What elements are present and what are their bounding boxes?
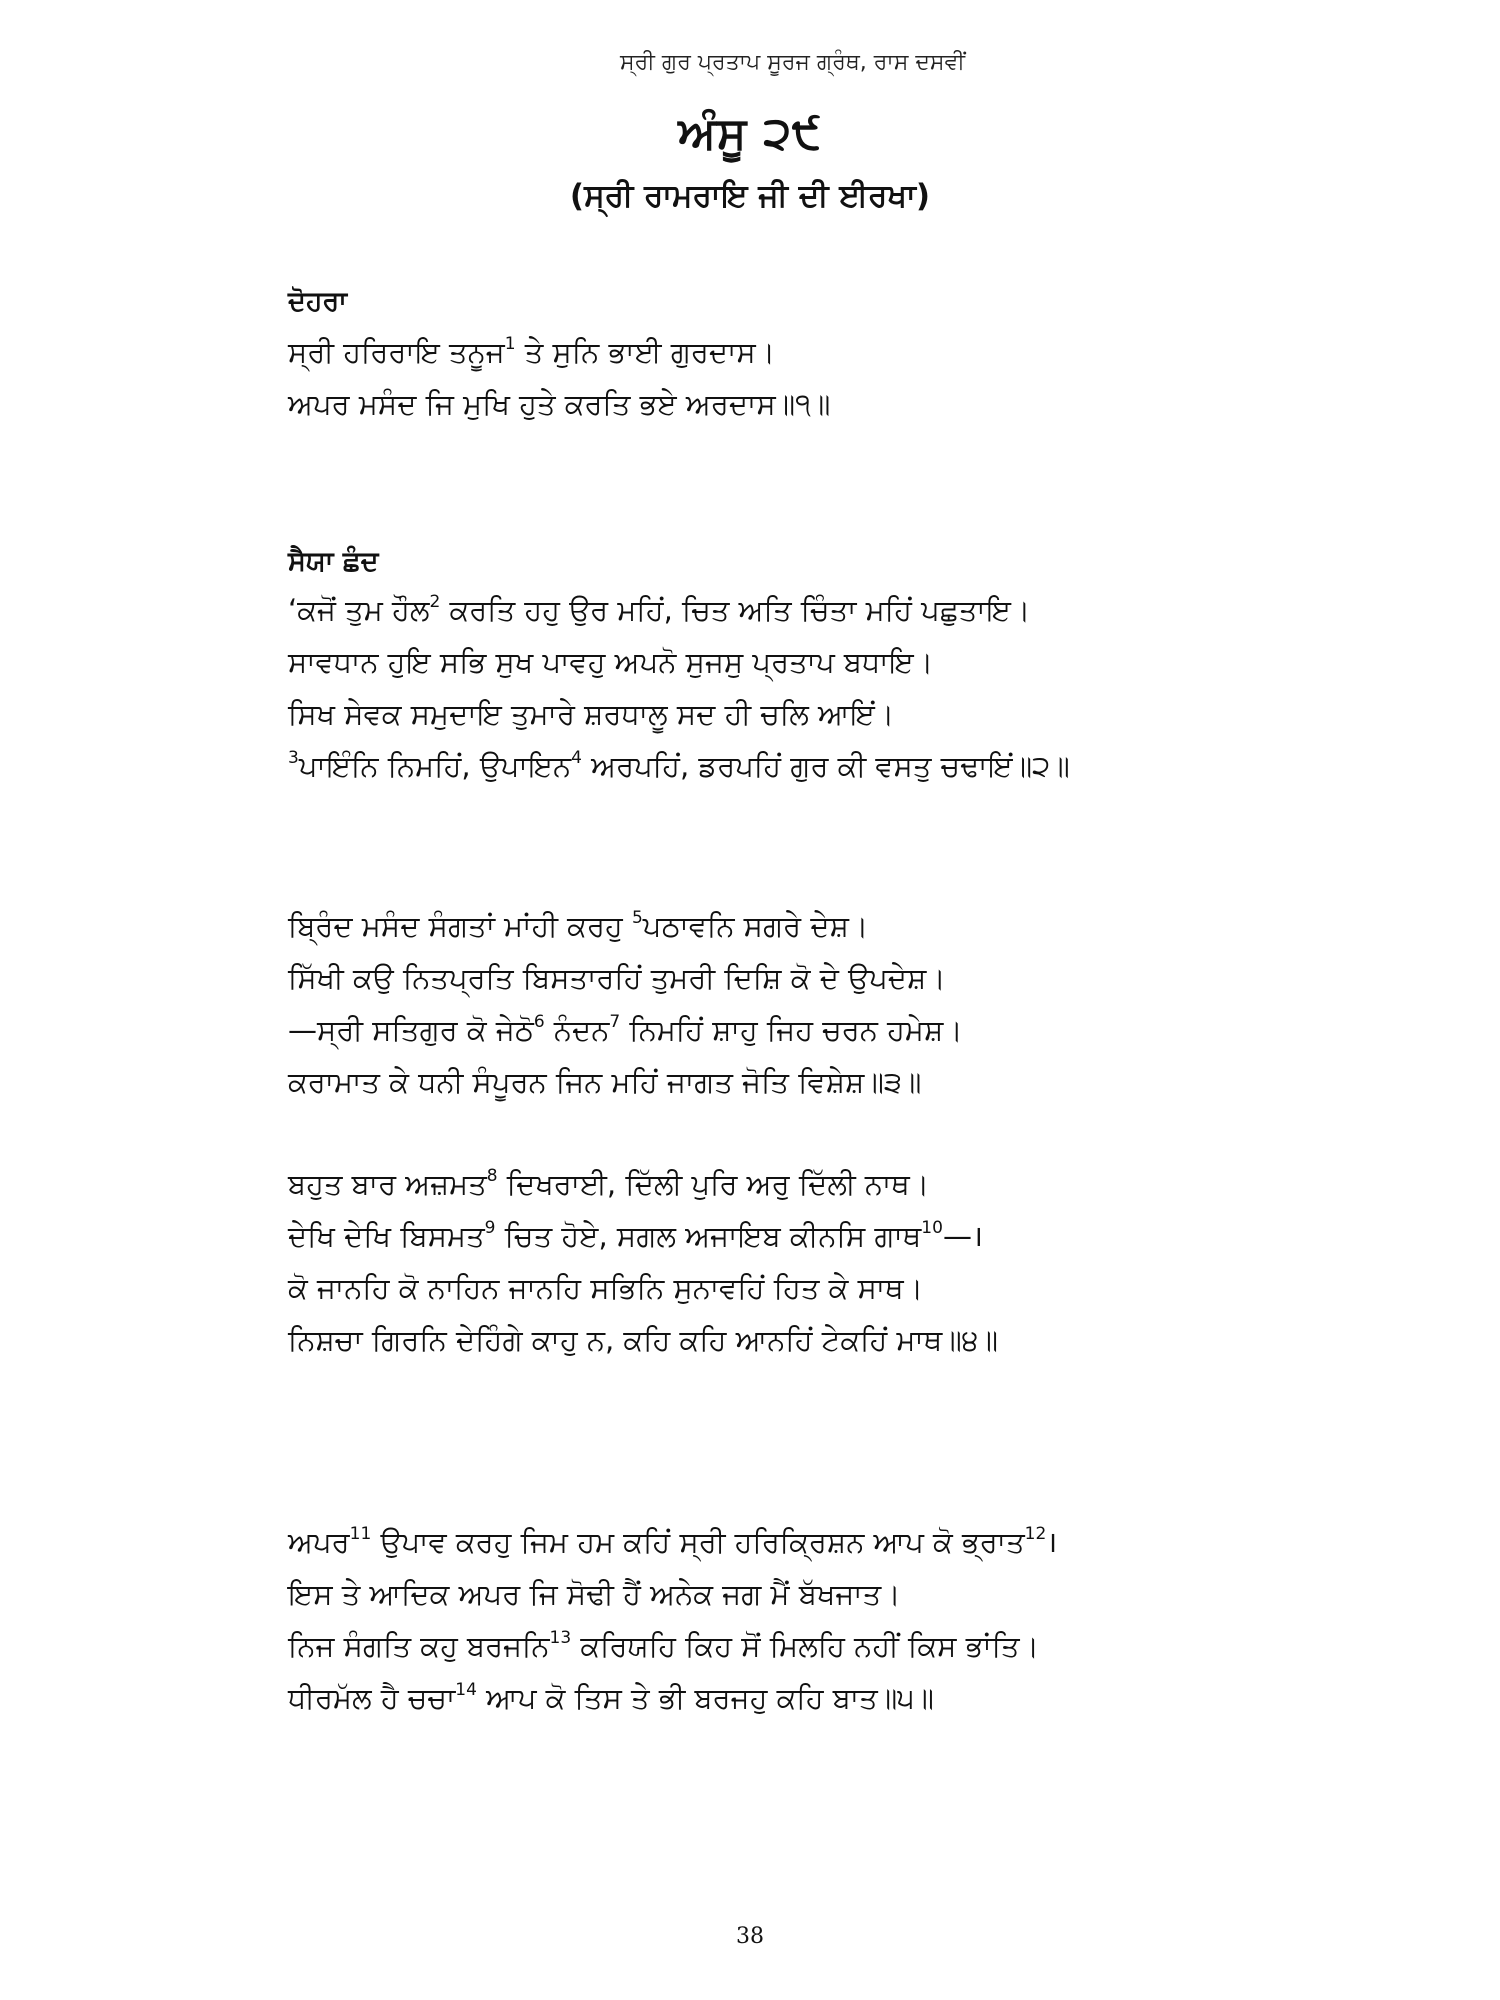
verse-line: ਕੋ ਜਾਨਹਿ ਕੋ ਨਾਹਿਨ ਜਾਨਹਿ ਸਭਿਨਿ ਸੁਨਾਵਹਿਂ ਹਿਤ ਕੇ ਸਾਥ। (288, 1271, 924, 1305)
footnote-marker: 2 (429, 592, 441, 612)
dohra-verse (288, 326, 1348, 430)
verse-line: ਕਰਾਮਾਤ ਕੇ ਧਨੀ ਸੰਪੂਰਨ ਜਿਨ ਮਹਿਂ ਜਾਗਤ ਜੋਤਿ ਵਿਸ਼ੇਸ਼॥੩॥ (288, 1065, 922, 1099)
verse-line: ਨਿਸ਼ਚਾ ਗਿਰਨਿ ਦੇਹਿੰਗੇ ਕਾਹੁ ਨ, ਕਹਿ ਕਹਿ ਆਨਹਿਂ ਟੇਕਹਿਂ ਮਾਥ॥੪॥ (288, 1323, 999, 1357)
verse-line: $^3$ਪਾਇੰਨਿ ਨਿਮਹਿਂ, ਉਪਾਇਨ$^4$ ਅਰਪਹਿਂ, ਡਰਪਹਿਂ ਗੁਰ ਕੀ ਵਸਤੁ ਚਢਾਇਂ॥੨॥ (288, 748, 1070, 783)
footnote-marker: 5 (631, 908, 643, 928)
verse-line: ਬਹੁਤ ਬਾਰ ਅਜ਼ਮਤ$^8$ ਦਿਖਰਾਈ, ਦਿੱਲੀ ਪੁਰਿ ਅਰੁ ਦਿੱਲੀ ਨਾਥ। (288, 1166, 930, 1201)
chapter-title: ਅੰਸੂ ੨੯ (678, 108, 822, 159)
verse-line: —ਸ੍ਰੀ ਸਤਿਗੁਰ ਕੋ ਜੇਠੋ$^6$ ਨੰਦਨ$^7$ ਨਿਮਹਿਂ ਸ਼ਾਹੁ ਜਿਹ ਚਰਨ ਹਮੇਸ਼। (288, 1012, 963, 1047)
footnote-marker: 1 (504, 334, 516, 354)
stanza-2 (288, 900, 1348, 1108)
verse-line: ਅਪਰ ਮਸੰਦ ਜਿ ਮੁਖਿ ਹੁਤੇ ਕਰਤਿ ਭਏ ਅਰਦਾਸ॥੧॥ (288, 387, 831, 421)
footnote-marker: 9 (484, 1218, 496, 1238)
footnote-marker: 12 (1024, 1524, 1047, 1544)
footnote-marker: 3 (288, 748, 299, 768)
chapter-subtitle: (ਸ੍ਰੀ ਰਾਮਰਾਇ ਜੀ ਦੀ ਈਰਖਾ) (569, 178, 931, 214)
stanza-3 (288, 1158, 1348, 1366)
verse-line: ਸਿਖ ਸੇਵਕ ਸਮੁਦਾਇ ਤੁਮਾਰੇ ਸ਼ਰਧਾਲੂ ਸਦ ਹੀ ਚਲਿ ਆਇਂ। (288, 697, 895, 731)
running-head: ਸ੍ਰੀ ਗੁਰ ਪ੍ਰਤਾਪ ਸੂਰਜ ਗ੍ਰੰਥ, ਰਾਸ ਦਸਵੀਂ (620, 50, 965, 75)
verse-line: ‘ਕਜੋਂ ਤੁਮ ਹੌਲ$^2$ ਕਰਤਿ ਹਹੁ ਉਰ ਮਹਿਂ, ਚਿਤ ਅਤਿ ਚਿੰਤਾ ਮਹਿਂ ਪਛੁਤਾਇ। (288, 592, 1031, 627)
stanza-4 (288, 1516, 1348, 1724)
verse-line: ਇਸ ਤੇ ਆਦਿਕ ਅਪਰ ਜਿ ਸੋਢੀ ਹੈਂ ਅਨੇਕ ਜਗ ਮੈਂ ਬੱਖਜਾਤ। (288, 1577, 901, 1611)
footnote-marker: 8 (486, 1166, 498, 1186)
footnote-marker: 14 (455, 1680, 477, 1700)
verse-line: ਸਿੱਖੀ ਕਉ ਨਿਤਪ੍ਰਤਿ ਬਿਸਤਾਰਹਿਂ ਤੁਮਰੀ ਦਿਸ਼ਿ ਕੋ ਦੇ ਉਪਦੇਸ਼। (288, 961, 946, 995)
page-number: 38 (736, 1924, 764, 1949)
savaiya-heading: ਸੈਯਾ ਛੰਦ (288, 546, 379, 577)
footnote-marker: 11 (349, 1524, 372, 1544)
verse-line: ਦੇਖਿ ਦੇਖਿ ਬਿਸਮਤ$^9$ ਚਿਤ ਹੋਏ, ਸਗਲ ਅਜਾਇਬ ਕੀਨਸਿ ਗਾਥ$^{10}$—। (288, 1218, 983, 1253)
dohra-heading: ਦੋਹਰਾ (288, 286, 347, 317)
footnote-marker: 6 (533, 1012, 545, 1032)
verse-line: ਬ੍ਰਿੰਦ ਮਸੰਦ ਸੰਗਤਾਂ ਮਾਂਹੀ ਕਰਹੁ $^5$ਪਠਾਵਨਿ ਸਗਰੇ ਦੇਸ਼। (288, 908, 869, 943)
footnote-marker: 7 (609, 1012, 621, 1032)
verse-line: ਸਾਵਧਾਨ ਹੁਇ ਸਭਿ ਸੁਖ ਪਾਵਹੁ ਅਪਨੋ ਸੁਜਸੁ ਪ੍ਰਤਾਪ ਬਧਾਇ। (288, 645, 934, 679)
footnote-marker: 10 (921, 1218, 943, 1238)
verse-line: ਅਪਰ$^{11}$ ਉਪਾਵ ਕਰਹੁ ਜਿਮ ਹਮ ਕਹਿਂ ਸ੍ਰੀ ਹਰਿਕ੍ਰਿਸ਼ਨ ਆਪ ਕੋ ਭ੍ਰਾਤ$^{12}$। (288, 1524, 1058, 1559)
verse-line: ਨਿਜ ਸੰਗਤਿ ਕਹੁ ਬਰਜਨਿ$^{13}$ ਕਰਿਯਹਿ ਕਿਹ ਸੋਂ ਮਿਲਹਿ ਨਹੀਂ ਕਿਸ ਭਾਂਤਿ। (288, 1628, 1040, 1663)
footnote-marker: 4 (571, 748, 582, 768)
footnote-marker: 13 (549, 1628, 572, 1648)
verse-line: ਧੀਰਮੱਲ ਹੈ ਚਚਾ$^{14}$ ਆਪ ਕੋ ਤਿਸ ਤੇ ਭੀ ਬਰਜਹੁ ਕਹਿ ਬਾਤ॥੫॥ (288, 1680, 934, 1715)
stanza-1 (288, 584, 1348, 792)
verse-line: ਸ੍ਰੀ ਹਰਿਰਾਇ ਤਨੂਜ$^1$ ਤੇ ਸੁਨਿ ਭਾਈ ਗੁਰਦਾਸ। (288, 334, 776, 369)
